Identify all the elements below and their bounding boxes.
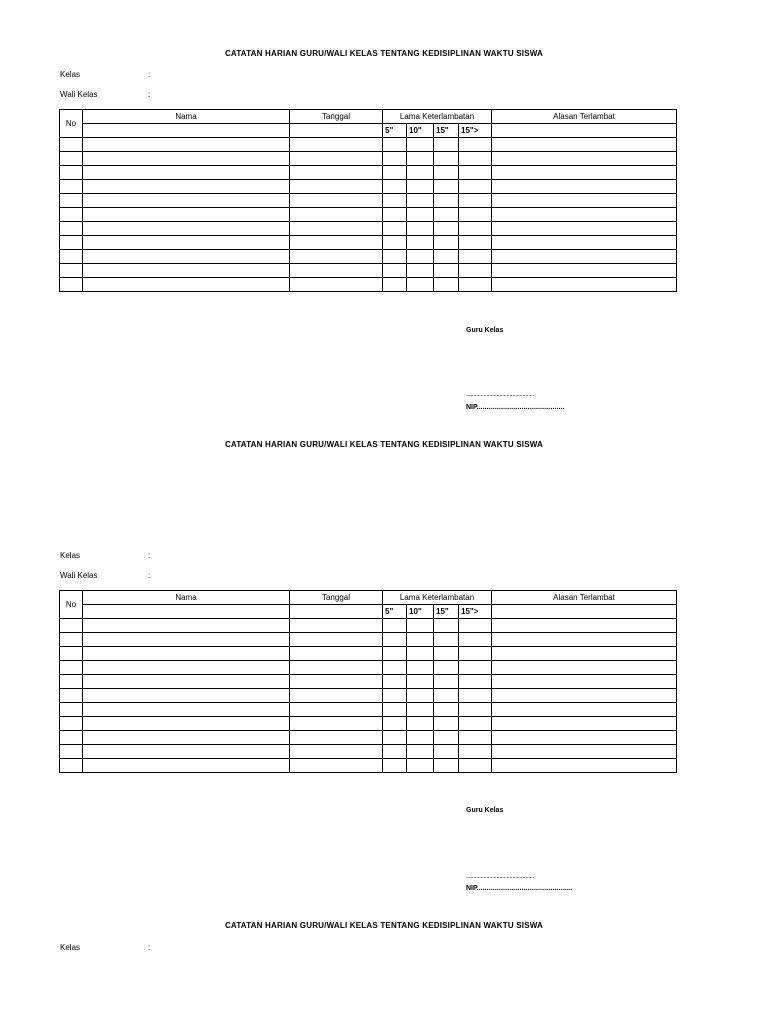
nama-cell[interactable] <box>83 222 290 236</box>
tanggal-cell[interactable] <box>290 605 383 619</box>
header-no: No <box>60 110 83 138</box>
lama-5-cell[interactable] <box>383 731 407 745</box>
kelas-label: Kelas <box>60 70 81 79</box>
table-row <box>60 166 677 180</box>
no-cell[interactable] <box>60 278 83 292</box>
lama-15-cell[interactable] <box>434 717 459 731</box>
sub-header-5: 5" <box>383 124 407 138</box>
table-row <box>60 236 677 250</box>
table-row <box>60 633 677 647</box>
alasan-cell[interactable] <box>492 703 677 717</box>
alasan-cell[interactable] <box>492 180 677 194</box>
lama-5-cell[interactable] <box>383 222 407 236</box>
nama-cell[interactable] <box>83 166 290 180</box>
lama-10-cell[interactable] <box>407 278 434 292</box>
lama-5-cell[interactable] <box>383 647 407 661</box>
table-row <box>60 222 677 236</box>
signature-line: ............................................... <box>466 391 534 398</box>
lama-15-cell[interactable] <box>434 250 459 264</box>
header-alasan-terlambat: Alasan Terlambat <box>492 110 677 124</box>
nama-cell[interactable] <box>83 152 290 166</box>
lama-5-cell[interactable] <box>383 633 407 647</box>
header-lama-keterlambatan: Lama Keterlambatan <box>383 110 492 124</box>
sub-header-10: 10" <box>407 605 434 619</box>
no-cell[interactable] <box>60 689 83 703</box>
alasan-cell[interactable] <box>492 278 677 292</box>
lama-5-cell[interactable] <box>383 717 407 731</box>
lama-5-cell[interactable] <box>383 759 407 773</box>
lama-15-cell[interactable] <box>434 661 459 675</box>
kelas-colon: : <box>148 551 151 560</box>
header-tanggal: Tanggal <box>290 591 383 605</box>
nama-cell[interactable] <box>83 180 290 194</box>
no-cell[interactable] <box>60 152 83 166</box>
table-row <box>60 675 677 689</box>
nama-cell[interactable] <box>83 138 290 152</box>
form-title: CATATAN HARIAN GURU/WALI KELAS TENTANG KEDISIPLINAN WAKTU SISWA <box>224 440 544 449</box>
nip-line: NIP................................................. <box>466 885 573 892</box>
lama-15-cell[interactable] <box>434 264 459 278</box>
lama-5-cell[interactable] <box>383 619 407 633</box>
tanggal-cell[interactable] <box>290 208 383 222</box>
header-nama: Nama <box>83 110 290 124</box>
no-cell[interactable] <box>60 138 83 152</box>
nama-cell[interactable] <box>83 731 290 745</box>
no-cell[interactable] <box>60 759 83 773</box>
guru-kelas-label: Guru Kelas <box>466 327 504 334</box>
lama-15-plus-cell[interactable] <box>459 138 492 152</box>
nama-cell[interactable] <box>83 759 290 773</box>
alasan-cell[interactable] <box>492 689 677 703</box>
lama-10-cell[interactable] <box>407 633 434 647</box>
tanggal-cell[interactable] <box>290 236 383 250</box>
lama-15-plus-cell[interactable] <box>459 152 492 166</box>
alasan-cell[interactable] <box>492 759 677 773</box>
lama-15-plus-cell[interactable] <box>459 166 492 180</box>
lama-15-cell[interactable] <box>434 222 459 236</box>
tanggal-cell[interactable] <box>290 689 383 703</box>
kelas-label: Kelas <box>60 943 81 952</box>
alasan-cell[interactable] <box>492 264 677 278</box>
tanggal-cell[interactable] <box>290 180 383 194</box>
nama-cell[interactable] <box>83 194 290 208</box>
lama-15-plus-cell[interactable] <box>459 250 492 264</box>
no-cell[interactable] <box>60 264 83 278</box>
lama-15-plus-cell[interactable] <box>459 180 492 194</box>
no-cell[interactable] <box>60 180 83 194</box>
lama-10-cell[interactable] <box>407 703 434 717</box>
nama-cell[interactable] <box>83 619 290 633</box>
lama-15-plus-cell[interactable] <box>459 647 492 661</box>
alasan-cell[interactable] <box>492 731 677 745</box>
lama-15-cell[interactable] <box>434 745 459 759</box>
nama-cell[interactable] <box>83 661 290 675</box>
table-row <box>60 703 677 717</box>
lama-15-plus-cell[interactable] <box>459 689 492 703</box>
lama-5-cell[interactable] <box>383 689 407 703</box>
alasan-cell[interactable] <box>492 194 677 208</box>
alasan-cell[interactable] <box>492 605 677 619</box>
no-cell[interactable] <box>60 647 83 661</box>
lama-15-cell[interactable] <box>434 152 459 166</box>
alasan-cell[interactable] <box>492 138 677 152</box>
lama-15-plus-cell[interactable] <box>459 236 492 250</box>
table-row <box>60 194 677 208</box>
lama-5-cell[interactable] <box>383 703 407 717</box>
tanggal-cell[interactable] <box>290 278 383 292</box>
alasan-cell[interactable] <box>492 166 677 180</box>
lama-10-cell[interactable] <box>407 222 434 236</box>
table-row <box>60 208 677 222</box>
lama-5-cell[interactable] <box>383 264 407 278</box>
tanggal-cell[interactable] <box>290 731 383 745</box>
lama-10-cell[interactable] <box>407 675 434 689</box>
alasan-cell[interactable] <box>492 633 677 647</box>
tanggal-cell[interactable] <box>290 124 383 138</box>
lama-5-cell[interactable] <box>383 661 407 675</box>
alasan-cell[interactable] <box>492 619 677 633</box>
lama-10-cell[interactable] <box>407 717 434 731</box>
lama-15-plus-cell[interactable] <box>459 745 492 759</box>
alasan-cell[interactable] <box>492 236 677 250</box>
no-cell[interactable] <box>60 745 83 759</box>
lama-15-plus-cell[interactable] <box>459 661 492 675</box>
sub-header-10: 10" <box>407 124 434 138</box>
lateness-table <box>59 109 677 292</box>
lama-15-cell[interactable] <box>434 138 459 152</box>
header-nama: Nama <box>83 591 290 605</box>
tanggal-cell[interactable] <box>290 250 383 264</box>
alasan-cell[interactable] <box>492 152 677 166</box>
no-cell[interactable] <box>60 250 83 264</box>
nama-cell[interactable] <box>83 264 290 278</box>
lama-10-cell[interactable] <box>407 208 434 222</box>
table-row <box>60 717 677 731</box>
lama-15-cell[interactable] <box>434 194 459 208</box>
table-row <box>60 661 677 675</box>
lama-15-plus-cell[interactable] <box>459 759 492 773</box>
lama-15-cell[interactable] <box>434 633 459 647</box>
sub-header-15-plus: 15"> <box>459 605 492 619</box>
lama-5-cell[interactable] <box>383 745 407 759</box>
lama-5-cell[interactable] <box>383 166 407 180</box>
lama-5-cell[interactable] <box>383 208 407 222</box>
lama-15-cell[interactable] <box>434 278 459 292</box>
guru-kelas-label: Guru Kelas <box>466 807 504 814</box>
lama-15-plus-cell[interactable] <box>459 717 492 731</box>
no-cell[interactable] <box>60 717 83 731</box>
form-title: CATATAN HARIAN GURU/WALI KELAS TENTANG KEDISIPLINAN WAKTU SISWA <box>224 921 544 930</box>
sub-header-5: 5" <box>383 605 407 619</box>
kelas-label: Kelas <box>60 551 81 560</box>
lama-10-cell[interactable] <box>407 689 434 703</box>
nama-cell[interactable] <box>83 703 290 717</box>
wali-kelas-colon: : <box>148 90 151 99</box>
lateness-table <box>59 590 677 773</box>
tanggal-cell[interactable] <box>290 264 383 278</box>
tanggal-cell[interactable] <box>290 194 383 208</box>
alasan-cell[interactable] <box>492 208 677 222</box>
nama-cell[interactable] <box>83 250 290 264</box>
nama-cell[interactable] <box>83 675 290 689</box>
lama-15-cell[interactable] <box>434 703 459 717</box>
table-row <box>60 250 677 264</box>
lama-15-cell[interactable] <box>434 675 459 689</box>
lama-15-cell[interactable] <box>434 180 459 194</box>
no-cell[interactable] <box>60 194 83 208</box>
nama-cell[interactable] <box>83 647 290 661</box>
lama-15-plus-cell[interactable] <box>459 731 492 745</box>
header-lama-keterlambatan: Lama Keterlambatan <box>383 591 492 605</box>
lama-10-cell[interactable] <box>407 250 434 264</box>
table-row <box>60 264 677 278</box>
lama-15-cell[interactable] <box>434 647 459 661</box>
no-cell[interactable] <box>60 661 83 675</box>
no-cell[interactable] <box>60 731 83 745</box>
lama-10-cell[interactable] <box>407 180 434 194</box>
lama-10-cell[interactable] <box>407 152 434 166</box>
tanggal-cell[interactable] <box>290 745 383 759</box>
lama-15-cell[interactable] <box>434 236 459 250</box>
no-cell[interactable] <box>60 619 83 633</box>
tanggal-cell[interactable] <box>290 703 383 717</box>
nama-cell[interactable] <box>83 717 290 731</box>
tanggal-cell[interactable] <box>290 619 383 633</box>
table-row <box>60 647 677 661</box>
alasan-cell[interactable] <box>492 250 677 264</box>
lama-5-cell[interactable] <box>383 250 407 264</box>
tanggal-cell[interactable] <box>290 633 383 647</box>
lama-5-cell[interactable] <box>383 278 407 292</box>
table-row <box>60 745 677 759</box>
lama-15-plus-cell[interactable] <box>459 208 492 222</box>
table-row <box>60 689 677 703</box>
lama-5-cell[interactable] <box>383 675 407 689</box>
wali-kelas-label: Wali Kelas <box>60 90 98 99</box>
nama-cell[interactable] <box>83 689 290 703</box>
lama-15-plus-cell[interactable] <box>459 264 492 278</box>
lama-15-cell[interactable] <box>434 689 459 703</box>
lama-15-plus-cell[interactable] <box>459 633 492 647</box>
table-row <box>60 278 677 292</box>
lama-10-cell[interactable] <box>407 619 434 633</box>
nama-cell[interactable] <box>83 633 290 647</box>
nama-cell[interactable] <box>83 745 290 759</box>
lama-10-cell[interactable] <box>407 731 434 745</box>
lama-10-cell[interactable] <box>407 745 434 759</box>
lama-15-plus-cell[interactable] <box>459 222 492 236</box>
header-alasan-terlambat: Alasan Terlambat <box>492 591 677 605</box>
nama-cell[interactable] <box>83 278 290 292</box>
table-row <box>60 731 677 745</box>
tanggal-cell[interactable] <box>290 717 383 731</box>
signature-line: ............................................... <box>466 873 534 880</box>
tanggal-cell[interactable] <box>290 166 383 180</box>
lama-10-cell[interactable] <box>407 166 434 180</box>
lama-10-cell[interactable] <box>407 759 434 773</box>
nama-cell[interactable] <box>83 236 290 250</box>
wali-kelas-label: Wali Kelas <box>60 571 98 580</box>
form-title: CATATAN HARIAN GURU/WALI KELAS TENTANG KEDISIPLINAN WAKTU SISWA <box>224 49 544 58</box>
sub-header-15-plus: 15"> <box>459 124 492 138</box>
lama-10-cell[interactable] <box>407 194 434 208</box>
nama-cell[interactable] <box>83 605 290 619</box>
lama-5-cell[interactable] <box>383 236 407 250</box>
lama-15-cell[interactable] <box>434 619 459 633</box>
nama-cell[interactable] <box>83 124 290 138</box>
no-cell[interactable] <box>60 633 83 647</box>
tanggal-cell[interactable] <box>290 759 383 773</box>
lama-10-cell[interactable] <box>407 138 434 152</box>
nip-line: NIP............................................. <box>466 404 565 411</box>
lama-10-cell[interactable] <box>407 236 434 250</box>
table-row <box>60 619 677 633</box>
alasan-cell[interactable] <box>492 675 677 689</box>
lama-15-plus-cell[interactable] <box>459 675 492 689</box>
tanggal-cell[interactable] <box>290 222 383 236</box>
tanggal-cell[interactable] <box>290 647 383 661</box>
tanggal-cell[interactable] <box>290 138 383 152</box>
lama-15-plus-cell[interactable] <box>459 278 492 292</box>
lama-15-cell[interactable] <box>434 208 459 222</box>
table-row <box>60 759 677 773</box>
table-row <box>60 152 677 166</box>
wali-kelas-colon: : <box>148 571 151 580</box>
lama-15-plus-cell[interactable] <box>459 619 492 633</box>
no-cell[interactable] <box>60 222 83 236</box>
alasan-cell[interactable] <box>492 661 677 675</box>
lama-10-cell[interactable] <box>407 264 434 278</box>
lama-15-cell[interactable] <box>434 759 459 773</box>
no-cell[interactable] <box>60 166 83 180</box>
lama-15-plus-cell[interactable] <box>459 194 492 208</box>
kelas-colon: : <box>148 70 151 79</box>
tanggal-cell[interactable] <box>290 675 383 689</box>
table-row <box>60 138 677 152</box>
alasan-cell[interactable] <box>492 222 677 236</box>
lama-5-cell[interactable] <box>383 152 407 166</box>
alasan-cell[interactable] <box>492 717 677 731</box>
sub-header-15: 15" <box>434 124 459 138</box>
lama-5-cell[interactable] <box>383 180 407 194</box>
alasan-cell[interactable] <box>492 647 677 661</box>
header-no: No <box>60 591 83 619</box>
lama-15-plus-cell[interactable] <box>459 703 492 717</box>
nama-cell[interactable] <box>83 208 290 222</box>
header-tanggal: Tanggal <box>290 110 383 124</box>
kelas-colon: : <box>148 943 151 952</box>
lama-15-cell[interactable] <box>434 731 459 745</box>
lama-5-cell[interactable] <box>383 194 407 208</box>
tanggal-cell[interactable] <box>290 661 383 675</box>
alasan-cell[interactable] <box>492 745 677 759</box>
lama-15-cell[interactable] <box>434 166 459 180</box>
no-cell[interactable] <box>60 208 83 222</box>
sub-header-15: 15" <box>434 605 459 619</box>
no-cell[interactable] <box>60 675 83 689</box>
table-row <box>60 180 677 194</box>
lama-10-cell[interactable] <box>407 647 434 661</box>
no-cell[interactable] <box>60 703 83 717</box>
lama-5-cell[interactable] <box>383 138 407 152</box>
lama-10-cell[interactable] <box>407 661 434 675</box>
no-cell[interactable] <box>60 236 83 250</box>
alasan-cell[interactable] <box>492 124 677 138</box>
tanggal-cell[interactable] <box>290 152 383 166</box>
